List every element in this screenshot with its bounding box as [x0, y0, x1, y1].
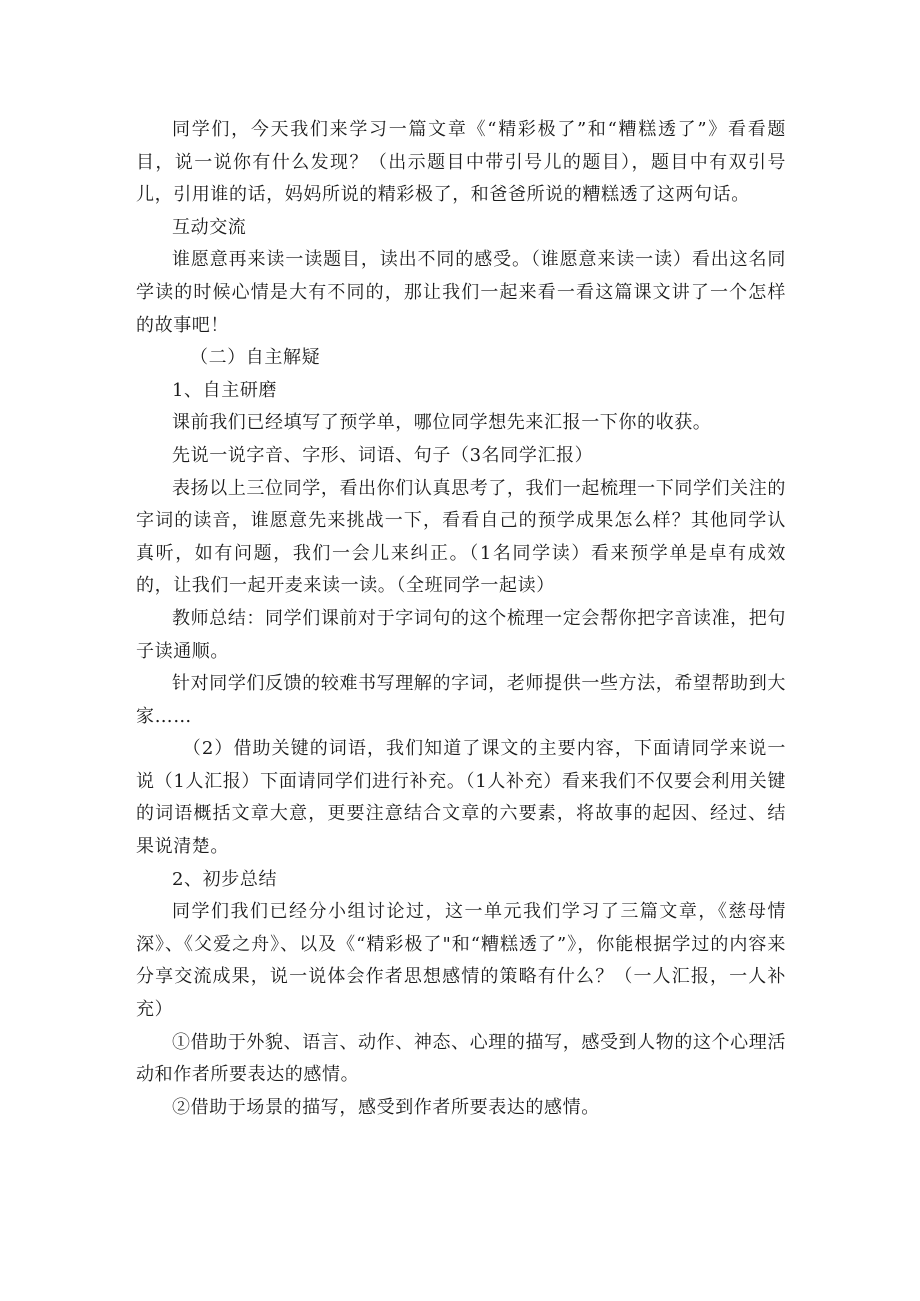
paragraph-pronunciation: 先说一说字音、字形、词语、句子（3名同学汇报） — [172, 444, 594, 466]
paragraph-intro: 同学们，今天我们来学习一篇文章《“精彩极了”和“糟糕透了”》看看题目，说一说你有什么发现？（出示题目中带引号儿的题目），题目中有双引号儿，引用谁的话，妈妈所说的精彩极了，和爸爸所说的糟糕透了这两句话。 — [136, 119, 786, 206]
list-item-strategy-2: ②借助于场景的描写，感受到作者所要表达的感情。 — [172, 1096, 600, 1118]
paragraph-praise: 表扬以上三位同学，看出你们认真思考了，我们一起梳理一下同学们关注的字词的读音，谁愿意先来挑战一下，看看自己的预学成果怎么样？其他同学认真听，如有问题，我们一会儿来纠正。（1名同学读）看来预学单是卓有成效的，让我们一起开麦来读一读。（全班同学一起读） — [136, 477, 786, 597]
paragraph-preview-sheet: 课前我们已经填写了预学单，哪位同学想先来汇报一下你的收获。 — [172, 412, 712, 434]
paragraph-difficult-words: 针对同学们反馈的较难书写理解的字词，老师提供一些方法，希望帮助到大家…… — [136, 673, 786, 727]
paragraph-reread: 谁愿意再来读一读题目，读出不同的感受。（谁愿意来读一读）看出这名同学读的时候心情是大有不同的，那让我们一起来看一看这篇课文讲了一个怎样的故事吧！ — [136, 249, 786, 336]
list-item-strategy-1: ①借助于外貌、语言、动作、神态、心理的描写，感受到人物的这个心理活动和作者所要表达的感情。 — [136, 1031, 786, 1086]
section-heading-self-study: （二）自主解疑 — [190, 347, 321, 369]
paragraph-teacher-summary: 教师总结：同学们课前对于字词句的这个梳理一定会帮你把字音读准，把句子读通顺。 — [136, 607, 786, 662]
paragraph-group-discussion: 同学们我们已经分小组讨论过，这一单元我们学习了三篇文章，《慈母情深》、《父爱之舟》、以及《“精彩极了"和“糟糕透了”》，你能根据学过的内容来分享交流成果，说一说体会作者思想感情的策略有什么？（一人汇报，一人补充） — [136, 901, 786, 1021]
subheading-initial-summary: 2、初步总结 — [172, 868, 278, 890]
subheading-self-research: 1、自主研磨 — [172, 379, 278, 401]
paragraph-heading-interaction: 互动交流 — [172, 216, 247, 238]
document-body — [136, 114, 786, 1124]
paragraph-key-words: （2）借助关键的词语，我们知道了课文的主要内容，下面请同学来说一说（1人汇报）下面请同学们进行补充。（1人补充）看来我们不仅要会利用关键的词语概括文章大意，更要注意结合文章的六要素，将故事的起因、经过、结果说清楚。 — [136, 738, 786, 858]
